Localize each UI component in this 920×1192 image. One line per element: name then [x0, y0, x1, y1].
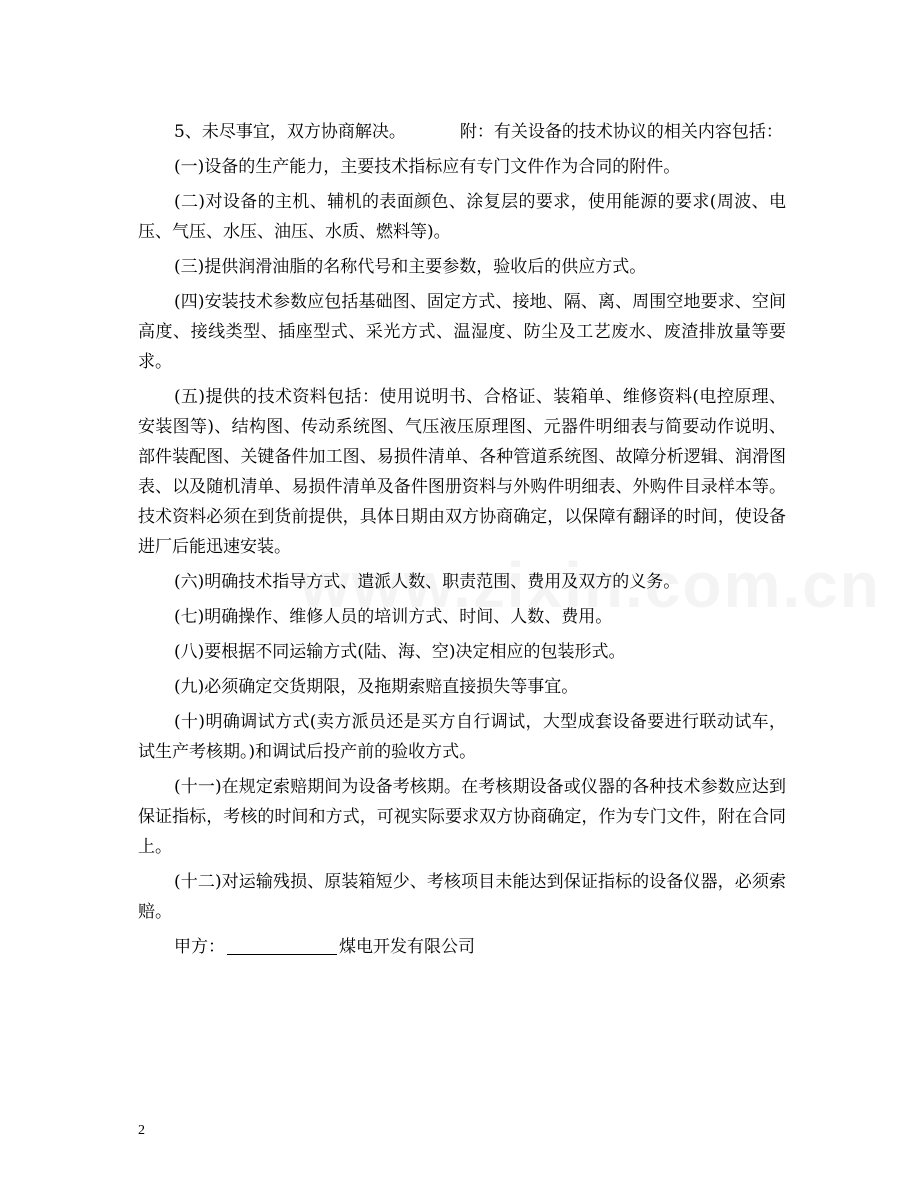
party-a-name: 煤电开发有限公司 [339, 937, 475, 957]
paragraph-10: (十)明确调试方式(卖方派员还是买方自行调试，大型成套设备要进行联动试车，试生产考核期。)和调试后投产前的验收方式。 [138, 712, 786, 762]
party-a-label: 甲方： [174, 937, 225, 957]
paragraph-8: (八)要根据不同运输方式(陆、海、空)决定相应的包装形式。 [174, 642, 626, 662]
paragraph-0 [138, 117, 786, 147]
paragraph-7: (七)明确操作、维修人员的培训方式、时间、人数、费用。 [174, 607, 613, 627]
document-body [138, 117, 786, 967]
paragraph-9: (九)必须确定交货期限，及拖期索赔直接损失等事宜。 [174, 677, 579, 697]
paragraph-0-part-a: 5、未尽事宜，双方协商解决。 [174, 122, 406, 142]
paragraph-6: (六)明确技术指导方式、遣派人数、职责范围、费用及双方的义务。 [174, 572, 681, 592]
paragraph-0-part-b: 附：有关设备的技术协议的相关内容包括： [459, 122, 783, 142]
paragraph-2: (二)对设备的主机、辅机的表面颜色、涂复层的要求，使用能源的要求(周波、电压、气压、水压、油压、水质、燃料等)。 [138, 192, 786, 242]
page-number: 2 [138, 1123, 145, 1138]
paragraph-11: (十一)在规定索赔期间为设备考核期。在考核期设备或仪器的各种技术参数应达到保证指标，考核的时间和方式，可视实际要求双方协商确定，作为专门文件，附在合同上。 [138, 777, 786, 857]
paragraph-3: (三)提供润滑油脂的名称代号和主要参数，验收后的供应方式。 [174, 257, 647, 277]
paragraph-12: (十二)对运输残损、原装箱短少、考核项目未能达到保证指标的设备仪器，必须索赔。 [138, 872, 786, 922]
paragraph-1: (一)设备的生产能力，主要技术指标应有专门文件作为合同的附件。 [174, 157, 681, 177]
signature-blank [227, 936, 337, 955]
paragraph-4: (四)安装技术参数应包括基础图、固定方式、接地、隔、离、周围空地要求、空间高度、接线类型、插座型式、采光方式、温湿度、防尘及工艺废水、废渣排放量等要求。 [138, 292, 786, 372]
paragraph-5: (五)提供的技术资料包括：使用说明书、合格证、装箱单、维修资料(电控原理、安装图等)、结构图、传动系统图、气压液压原理图、元器件明细表与简要动作说明、部件装配图、关键备件加工图、易损件清单、各种管道系统图、故障分析逻辑、润滑图表、以及随机清单、易损件清单及备件图册资料与外购件明细表、外购件目录样本等。技术资料必须在到货前提供，具体日期由双方协商确定，以保障有翻译的时间，使设备进厂后能迅速安装。 [138, 387, 786, 557]
party-a-line [138, 932, 786, 962]
